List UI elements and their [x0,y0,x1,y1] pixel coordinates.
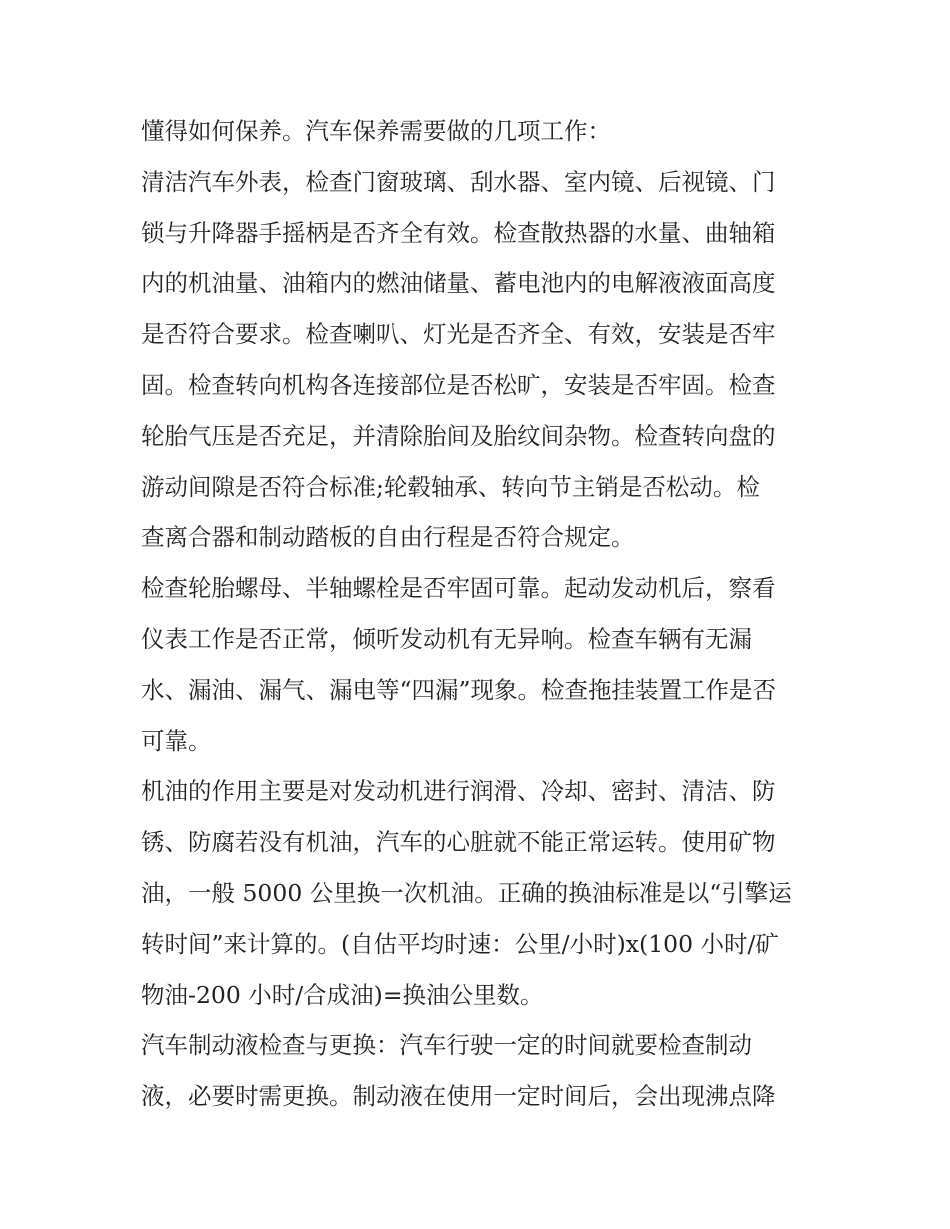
text-line: 固。检查转向机构各连接部位是否松旷，安装是否牢固。检查 [141,370,776,399]
text-line: 仪表工作是否正常，倾听发动机有无异响。检查车辆有无漏 [141,624,752,653]
text-line: 油，一般 5000 公里换一次机油。正确的换油标准是以“引擎运 [141,878,792,907]
paragraph-engine-check [141,563,811,766]
text-line: 物油-200 小时/合成油)=换油公里数。 [141,980,544,1009]
text-line: 机油的作用主要是对发动机进行润滑、冷却、密封、清洁、防 [141,777,776,806]
text-line: 可靠。 [141,726,212,755]
text-line: 锈、防腐若没有机油，汽车的心脏就不能正常运转。使用矿物 [141,828,776,857]
text-line: 锁与升降器手摇柄是否齐全有效。检查散热器的水量、曲轴箱 [141,218,776,247]
paragraph-inspection-checklist [141,157,811,563]
text-line: 转时间”来计算的。(自估平均时速：公里/小时)x(100 小时/矿 [141,929,779,958]
text-line: 查离合器和制动踏板的自由行程是否符合规定。 [141,523,635,552]
text-line: 液，必要时需更换。制动液在使用一定时间后，会出现沸点降 [141,1082,776,1111]
paragraph-engine-oil [141,766,811,1020]
text-line: 水、漏油、漏气、漏电等“四漏”现象。检查拖挂装置工作是否 [141,675,777,704]
text-line: 轮胎气压是否充足，并清除胎间及胎纹间杂物。检查转向盘的 [141,421,776,450]
paragraph-intro [141,106,811,157]
text-line: 检查轮胎螺母、半轴螺栓是否牢固可靠。起动发动机后，察看 [141,574,776,603]
document-body [141,106,811,1122]
text-line: 汽车制动液检查与更换：汽车行驶一定的时间就要检查制动 [141,1031,752,1060]
text-line: 清洁汽车外表，检查门窗玻璃、刮水器、室内镜、后视镜、门 [141,167,776,196]
text-line: 内的机油量、油箱内的燃油储量、蓄电池内的电解液液面高度 [141,269,776,298]
paragraph-brake-fluid [141,1020,811,1122]
text-line: 游动间隙是否符合标准;轮毂轴承、转向节主销是否松动。检 [141,472,760,501]
text-line: 懂得如何保养。汽车保养需要做的几项工作： [141,117,611,145]
text-line: 是否符合要求。检查喇叭、灯光是否齐全、有效，安装是否牢 [141,320,776,349]
